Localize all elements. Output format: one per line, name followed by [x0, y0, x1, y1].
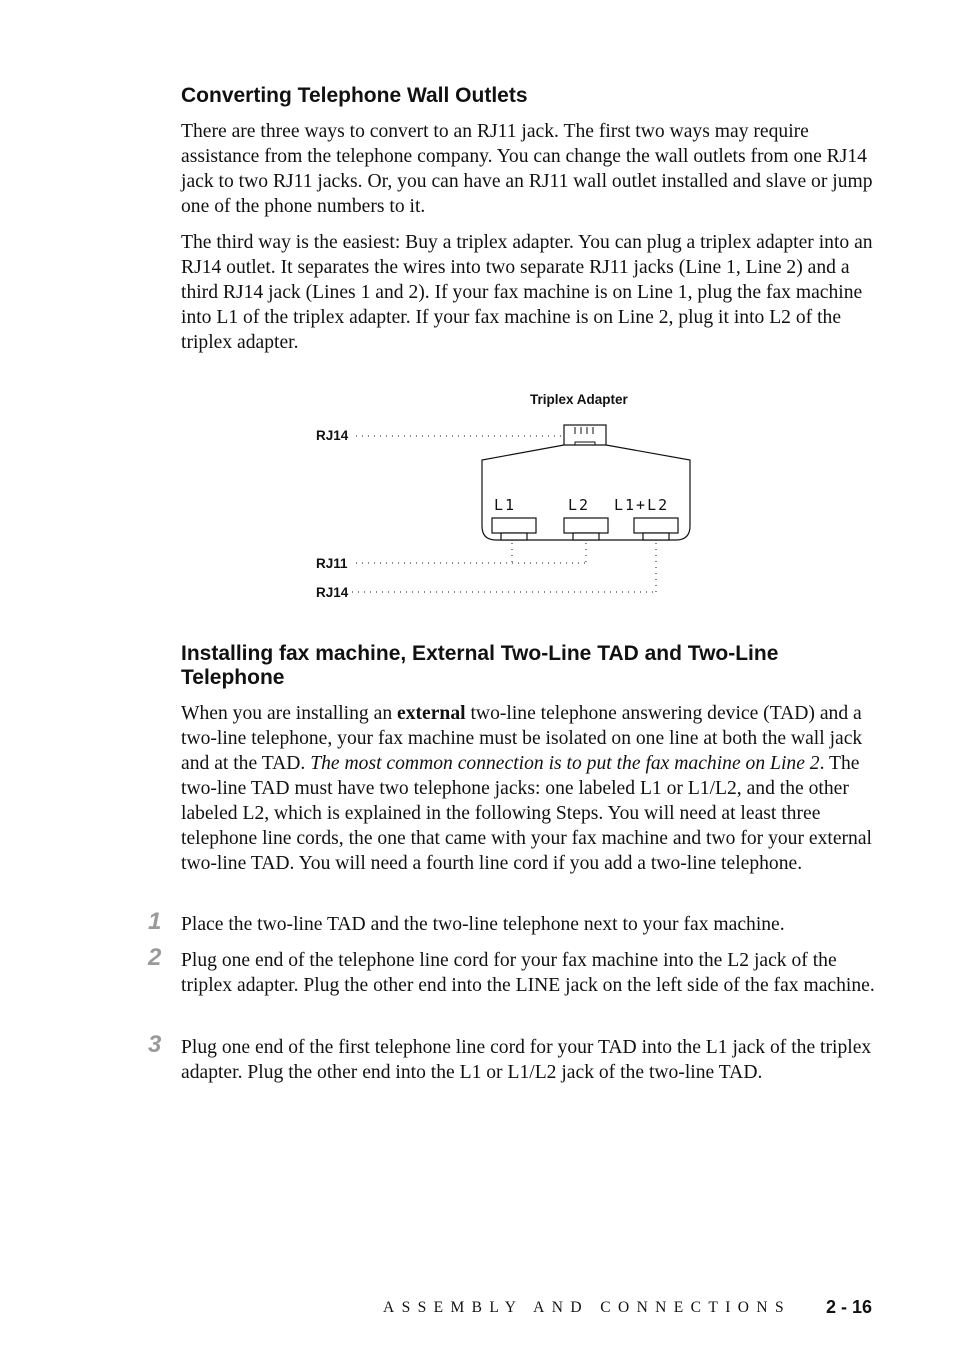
diagram-title: Triplex Adapter — [530, 392, 628, 407]
jack-label-l1: L1 — [494, 496, 517, 514]
paragraph-conversion-ways: There are three ways to convert to an RJ11 jack. The first two ways may require assistance from the telephone company. You can change the wall outlets from one RJ14 jack to two RJ11 jacks. Or, you can have an RJ11 wall outlet installed and slave or jump one of the phone numbers to it. — [181, 121, 873, 217]
triplex-adapter-diagram — [300, 380, 700, 605]
paragraph-triplex-adapter: The third way is the easiest: Buy a triplex adapter. You can plug a triplex adapter into an RJ14 outlet. It separates the wires into two separate RJ11 jacks (Line 1, Line 2) and a third RJ14 jack (Lines 1 and 2). If your fax machine is on Line 1, plug the fax machine into L1 of the triplex adapter. If your fax machine is on Line 2, plug it into L2 of the triplex adapter. — [181, 232, 873, 353]
step-text-1: Place the two-line TAD and the two-line telephone next to your fax machine. — [181, 914, 785, 935]
emphasis-external: external — [397, 703, 466, 724]
emphasis-common-connection: The most common connection is to put the fax machine on Line 2 — [310, 753, 820, 774]
paragraph-installing-intro: When you are installing an external two-line telephone answering device (TAD) and a two-line telephone, your fax machine must be isolated on one line at both the wall jack and at the TAD. The most common connection is to put the fax machine on Line 2. The two-line TAD must have two telephone jacks: one labeled L1 or L1/L2, and the other labeled L2, which is explained in the following Steps. You will need at least three telephone line cords, the one that came with your fax machine and two for your external two-line TAD. You will need a fourth line cord if you add a two-line telephone. — [181, 703, 872, 874]
step-text-3: Plug one end of the first telephone line cord for your TAD into the L1 jack of the triplex adapter. Plug the other end into the L1 or L1/L2 jack of the two-line TAD. — [181, 1037, 872, 1083]
jack-l1l2 — [634, 518, 678, 533]
step-number-1: 1 — [148, 908, 162, 935]
label-rj14-top: RJ14 — [316, 428, 349, 443]
label-rj11: RJ11 — [316, 556, 348, 571]
step-text-2: Plug one end of the telephone line cord for your fax machine into the L2 jack of the triplex adapter. Plug the other end into the LINE jack on the left side of the fax machine. — [181, 950, 875, 996]
jack-label-l2: L2 — [568, 496, 591, 514]
jack-l1 — [492, 518, 536, 533]
footer-page-number: 2 - 16 — [826, 1297, 873, 1317]
section-heading-converting-outlets: Converting Telephone Wall Outlets — [181, 84, 528, 107]
step-number-3: 3 — [148, 1031, 162, 1058]
label-rj14-bottom: RJ14 — [316, 585, 349, 600]
jack-label-l1l2: L1+L2 — [614, 496, 670, 514]
jack-l2 — [564, 518, 608, 533]
step-number-2: 2 — [148, 944, 162, 971]
footer-chapter-title: ASSEMBLY AND CONNECTIONS — [383, 1299, 791, 1316]
section-heading-installing-tad: Installing fax machine, External Two-Line TAD and Two-Line Telephone — [181, 642, 779, 689]
